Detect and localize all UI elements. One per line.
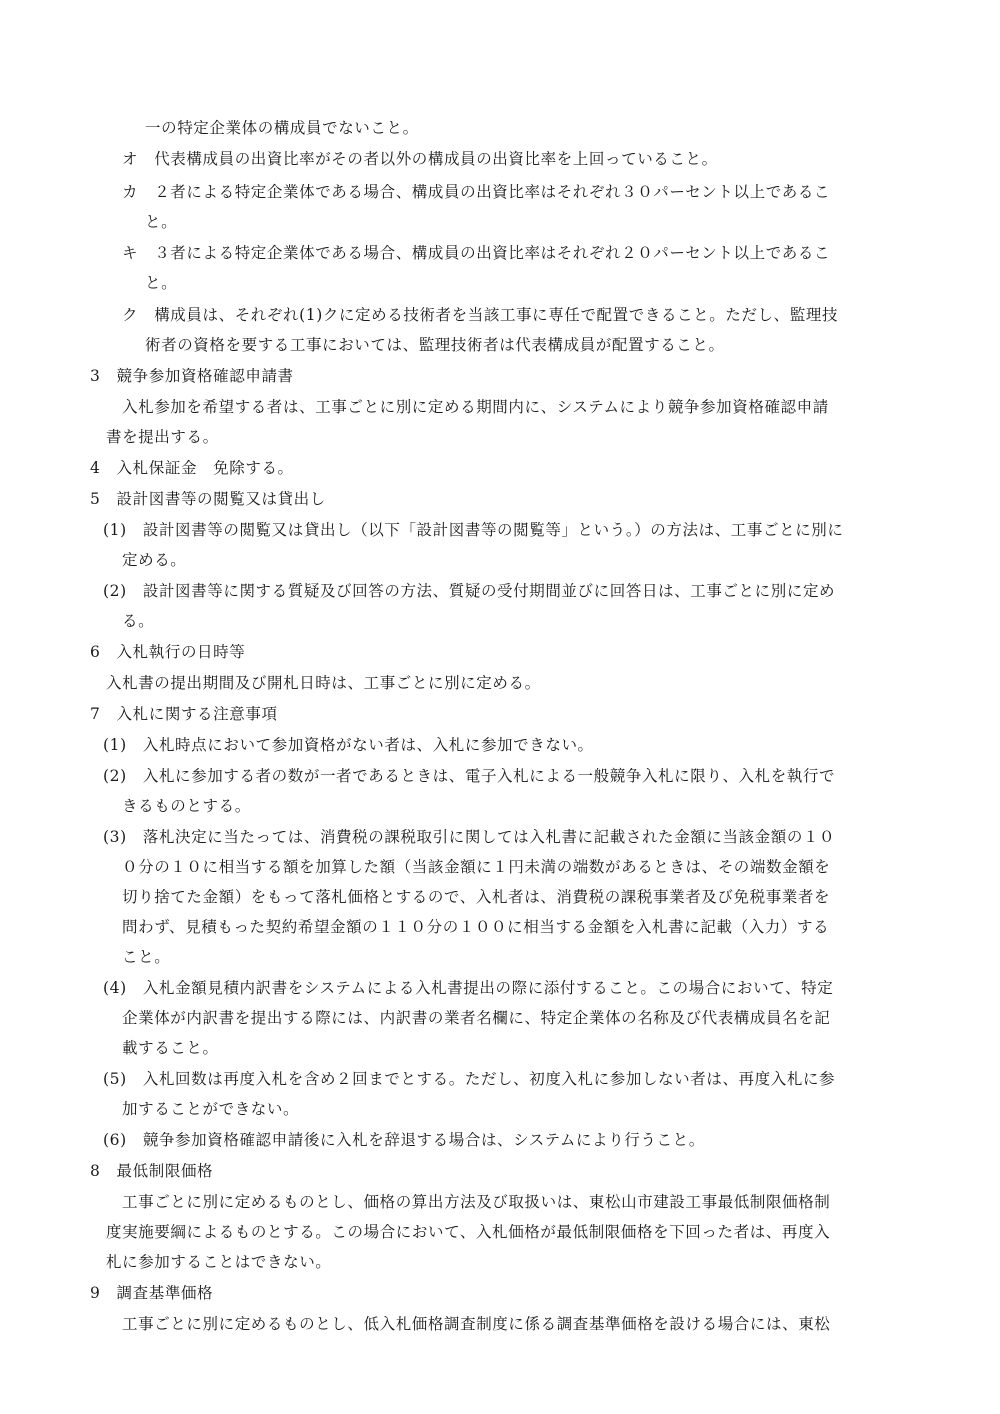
text-line: 5 設計図書等の閲覧又は貸出し <box>90 490 326 508</box>
text-line: ０分の１０に相当する額を加算した額（当該金額に１円未満の端数があるときは、その端数金額を <box>122 858 831 876</box>
text-line: 一の特定企業体の構成員でないこと。 <box>145 119 419 137</box>
text-line: 入札書の提出期間及び開札日時は、工事ごとに別に定める。 <box>106 674 541 692</box>
text-line: 加することができない。 <box>122 1100 300 1118</box>
text-line: 6 入札執行の日時等 <box>90 643 246 661</box>
text-line: オ 代表構成員の出資比率がその者以外の構成員の出資比率を上回っていること。 <box>122 150 718 168</box>
text-line: 工事ごとに別に定めるものとし、低入札価格調査制度に係る調査基準価格を設ける場合には、東松 <box>122 1315 831 1333</box>
text-line: 3 競争参加資格確認申請書 <box>90 367 294 385</box>
text-line: 7 入札に関する注意事項 <box>90 705 278 723</box>
text-line: 問わず、見積もった契約希望金額の１１０分の１００に相当する金額を入札書に記載（入力）する <box>122 918 830 936</box>
text-line: (1) 入札時点において参加資格がない者は、入札に参加できない。 <box>103 736 594 754</box>
text-line: 札に参加することはできない。 <box>106 1253 332 1271</box>
text-line: と。 <box>145 274 178 292</box>
text-line: (3) 落札決定に当たっては、消費税の課税取引に関しては入札書に記載された金額に当該金額の１０ <box>103 828 836 846</box>
text-line: 定める。 <box>122 551 187 569</box>
text-line: (5) 入札回数は再度入札を含め２回までとする。ただし、初度入札に参加しない者は、再度入札に参 <box>103 1070 836 1088</box>
text-line: 4 入札保証金 免除する。 <box>90 459 294 477</box>
text-line: こと。 <box>122 948 171 966</box>
text-line: カ ２者による特定企業体である場合、構成員の出資比率はそれぞれ３０パーセント以上であるこ <box>122 183 831 201</box>
text-line: 工事ごとに別に定めるものとし、価格の算出方法及び取扱いは、東松山市建設工事最低制限価格制 <box>122 1193 831 1211</box>
text-line: きるものとする。 <box>122 797 251 815</box>
text-line: 8 最低制限価格 <box>90 1162 214 1180</box>
text-line: 術者の資格を要する工事においては、監理技術者は代表構成員が配置すること。 <box>145 336 725 354</box>
text-line: 切り捨てた金額）をもって落札価格とするので、入札者は、消費税の課税事業者及び免税事業者を <box>122 888 831 906</box>
text-line: キ ３者による特定企業体である場合、構成員の出資比率はそれぞれ２０パーセント以上であるこ <box>122 244 831 262</box>
text-line: (2) 設計図書等に関する質疑及び回答の方法、質疑の受付期間並びに回答日は、工事ごとに別に定め <box>103 582 836 600</box>
text-line: と。 <box>145 213 178 231</box>
text-line: 書を提出する。 <box>106 428 219 446</box>
text-line: ク 構成員は、それぞれ(1)クに定める技術者を当該工事に専任で配置できること。ただし、監理技 <box>122 306 839 324</box>
text-line: 載すること。 <box>122 1039 219 1057</box>
text-line: (2) 入札に参加する者の数が一者であるときは、電子入札による一般競争入札に限り、入札を執行で <box>103 767 836 785</box>
text-line: 9 調査基準価格 <box>90 1284 214 1302</box>
text-line: (4) 入札金額見積内訳書をシステムによる入札書提出の際に添付すること。この場合において、特定 <box>103 979 834 997</box>
text-line: (1) 設計図書等の閲覧又は貸出し（以下「設計図書等の閲覧等」という。）の方法は、工事ごとに別に <box>103 521 844 539</box>
text-line: 企業体が内訳書を提出する際には、内訳書の業者名欄に、特定企業体の名称及び代表構成員名を記 <box>122 1009 831 1027</box>
text-line: 度実施要綱によるものとする。この場合において、入札価格が最低制限価格を下回った者は、再度入 <box>106 1223 831 1241</box>
text-line: る。 <box>122 612 155 630</box>
text-line: (6) 競争参加資格確認申請後に入札を辞退する場合は、システムにより行うこと。 <box>103 1131 705 1149</box>
text-line: 入札参加を希望する者は、工事ごとに別に定める期間内に、システムにより競争参加資格確認申請 <box>122 398 829 416</box>
